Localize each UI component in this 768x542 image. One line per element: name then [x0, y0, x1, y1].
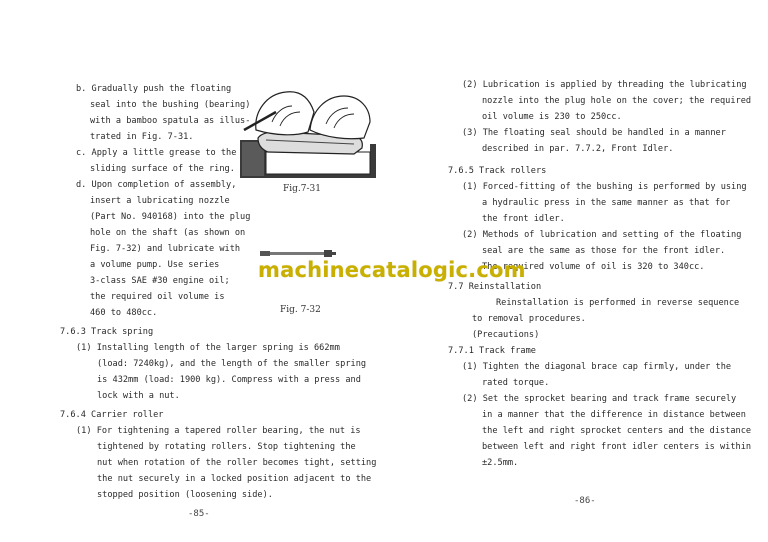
text-line: a hydraulic press in the same manner as that for [482, 198, 731, 208]
section-heading: 7.6.5 Track rollers [448, 166, 547, 176]
text-line: seal are the same as those for the front idler. [482, 246, 726, 256]
text-line: rated torque. [482, 378, 550, 388]
text-line: (Precautions) [472, 330, 540, 340]
text-line: described in par. 7.7.2, Front Idler. [482, 144, 674, 154]
text-line: seal into the bushing (bearing) [90, 100, 251, 110]
text-line: the nut securely in a locked position adjacent to the [97, 474, 372, 484]
text-line: the left and right sprocket centers and the distance [482, 426, 752, 436]
text-line: hole on the shaft (as shown on [90, 228, 246, 238]
text-line: d. Upon completion of assembly, [76, 180, 237, 190]
section-heading: 7.6.3 Track spring [60, 327, 154, 337]
text-line: trated in Fig. 7-31. [90, 132, 194, 142]
figure-caption: Fig. 7-32 [280, 305, 321, 315]
text-line: (Part No. 940168) into the plug [90, 212, 251, 222]
text-line: the front idler. [482, 214, 565, 224]
floating-seal-illustration [236, 82, 378, 180]
text-line: sliding surface of the ring. [90, 164, 235, 174]
text-line: between left and right front idler centers is within [482, 442, 752, 452]
text-line: oil volume is 230 to 250cc. [482, 112, 622, 122]
text-line: a volume pump. Use series [90, 260, 220, 270]
text-line: with a bamboo spatula as illus- [90, 116, 251, 126]
text-line: (1) For tightening a tapered roller bearing, the nut is [76, 426, 361, 436]
text-line: to removal procedures. [472, 314, 586, 324]
watermark-text: machinecatalogic.com [258, 258, 526, 282]
text-line: 460 to 480cc. [90, 308, 158, 318]
text-line: (1) Installing length of the larger spring is 662mm [76, 343, 340, 353]
text-line: stopped position (loosening side). [97, 490, 273, 500]
text-line: Reinstallation is performed in reverse sequence [496, 298, 740, 308]
text-line: tightened by rotating rollers. Stop tightening the [97, 442, 356, 452]
text-line: nut when rotation of the roller becomes tight, setting [97, 458, 377, 468]
section-heading: 7.7 Reinstallation [448, 282, 542, 292]
text-line: (2) Lubrication is applied by threading the lubricating [462, 80, 747, 90]
text-line: is 432mm (load: 1900 kg). Compress with a press and [97, 375, 361, 385]
text-line: insert a lubricating nozzle [90, 196, 230, 206]
text-line: (2) Set the sprocket bearing and track frame securely [462, 394, 737, 404]
text-line: in a manner that the difference in distance between [482, 410, 746, 420]
section-heading: 7.7.1 Track frame [448, 346, 536, 356]
page-number: -86- [574, 496, 596, 506]
text-line: nozzle into the plug hole on the cover; the required [482, 96, 752, 106]
text-line: the required oil volume is [90, 292, 225, 302]
text-line: (1) Forced-fitting of the bushing is performed by using [462, 182, 747, 192]
text-line: The required volume of oil is 320 to 340cc. [482, 262, 705, 272]
text-line: c. Apply a little grease to the [76, 148, 237, 158]
page-number: -85- [188, 509, 210, 519]
text-line: (3) The floating seal should be handled in a manner [462, 128, 726, 138]
text-line: b. Gradually push the floating [76, 84, 232, 94]
section-heading: 7.6.4 Carrier roller [60, 410, 164, 420]
text-line: (2) Methods of lubrication and setting of the floating [462, 230, 742, 240]
text-line: Fig. 7-32) and lubricate with [90, 244, 241, 254]
text-line: ±2.5mm. [482, 458, 519, 468]
figure-caption: Fig.7-31 [283, 184, 321, 194]
text-line: lock with a nut. [97, 391, 180, 401]
text-line: (1) Tighten the diagonal brace cap firmly, under the [462, 362, 732, 372]
text-line: 3-class SAE #30 engine oil; [90, 276, 230, 286]
text-line: (load: 7240kg), and the length of the smaller spring [97, 359, 367, 369]
